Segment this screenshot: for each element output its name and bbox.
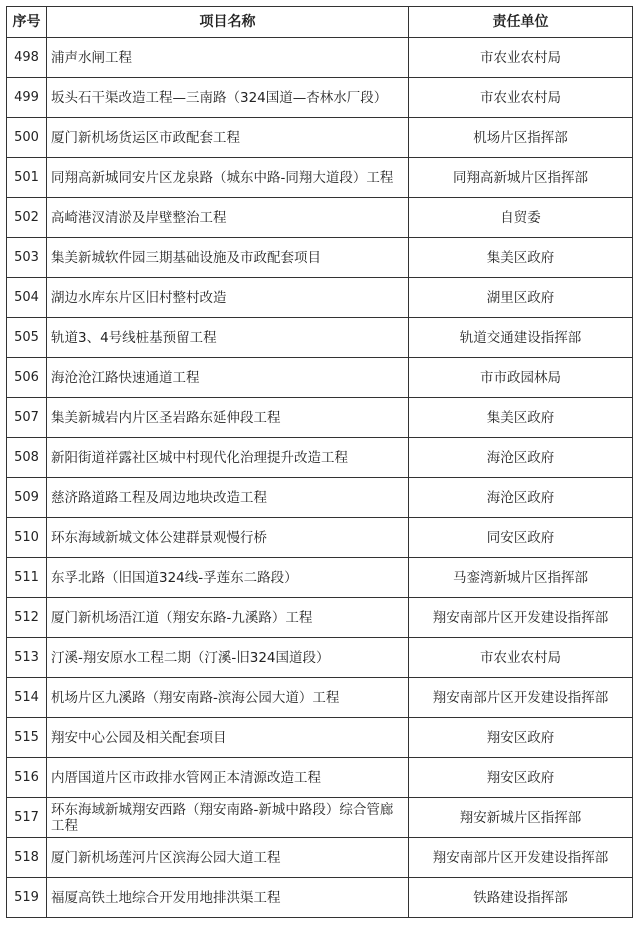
table-row bbox=[7, 718, 633, 758]
row-responsible-unit: 集美区政府 bbox=[409, 238, 633, 278]
table-row bbox=[7, 318, 633, 358]
row-responsible-unit: 铁路建设指挥部 bbox=[409, 878, 633, 918]
row-responsible-unit: 集美区政府 bbox=[409, 398, 633, 438]
project-table bbox=[6, 6, 633, 918]
row-index: 517 bbox=[7, 798, 47, 838]
table-row bbox=[7, 438, 633, 478]
project-table-container bbox=[6, 6, 632, 918]
row-responsible-unit: 自贸委 bbox=[409, 198, 633, 238]
row-responsible-unit: 同安区政府 bbox=[409, 518, 633, 558]
row-project-name: 高崎港汊清淤及岸壁整治工程 bbox=[47, 198, 409, 238]
table-row bbox=[7, 838, 633, 878]
row-project-name: 新阳街道祥露社区城中村现代化治理提升改造工程 bbox=[47, 438, 409, 478]
row-project-name: 轨道3、4号线桩基预留工程 bbox=[47, 318, 409, 358]
header-responsible-unit: 责任单位 bbox=[409, 7, 633, 38]
table-row bbox=[7, 798, 633, 838]
row-index: 511 bbox=[7, 558, 47, 598]
row-responsible-unit: 翔安南部片区开发建设指挥部 bbox=[409, 838, 633, 878]
row-project-name: 湖边水库东片区旧村整村改造 bbox=[47, 278, 409, 318]
row-responsible-unit: 马銮湾新城片区指挥部 bbox=[409, 558, 633, 598]
row-index: 506 bbox=[7, 358, 47, 398]
table-row bbox=[7, 238, 633, 278]
row-project-name: 厦门新机场货运区市政配套工程 bbox=[47, 118, 409, 158]
row-project-name: 坂头石干渠改造工程—三南路（324国道—杏林水厂段） bbox=[47, 78, 409, 118]
row-project-name: 福厦高铁土地综合开发用地排洪渠工程 bbox=[47, 878, 409, 918]
row-responsible-unit: 翔安新城片区指挥部 bbox=[409, 798, 633, 838]
table-row bbox=[7, 278, 633, 318]
table-body bbox=[7, 38, 633, 918]
row-responsible-unit: 海沧区政府 bbox=[409, 438, 633, 478]
row-project-name: 汀溪-翔安原水工程二期（汀溪-旧324国道段） bbox=[47, 638, 409, 678]
table-row bbox=[7, 518, 633, 558]
row-index: 508 bbox=[7, 438, 47, 478]
row-index: 503 bbox=[7, 238, 47, 278]
table-row bbox=[7, 38, 633, 78]
row-project-name: 同翔高新城同安片区龙泉路（城东中路-同翔大道段）工程 bbox=[47, 158, 409, 198]
row-index: 504 bbox=[7, 278, 47, 318]
row-project-name: 集美新城岩内片区圣岩路东延伸段工程 bbox=[47, 398, 409, 438]
table-row bbox=[7, 558, 633, 598]
row-index: 498 bbox=[7, 38, 47, 78]
table-row bbox=[7, 598, 633, 638]
row-responsible-unit: 市农业农村局 bbox=[409, 38, 633, 78]
row-responsible-unit: 轨道交通建设指挥部 bbox=[409, 318, 633, 358]
row-project-name: 浦声水闸工程 bbox=[47, 38, 409, 78]
row-project-name: 翔安中心公园及相关配套项目 bbox=[47, 718, 409, 758]
table-row bbox=[7, 638, 633, 678]
table-row bbox=[7, 158, 633, 198]
table-row bbox=[7, 398, 633, 438]
row-index: 510 bbox=[7, 518, 47, 558]
table-row bbox=[7, 118, 633, 158]
row-index: 513 bbox=[7, 638, 47, 678]
row-project-name: 厦门新机场浯江道（翔安东路-九溪路）工程 bbox=[47, 598, 409, 638]
row-responsible-unit: 市市政园林局 bbox=[409, 358, 633, 398]
row-responsible-unit: 翔安区政府 bbox=[409, 718, 633, 758]
table-row bbox=[7, 758, 633, 798]
row-index: 518 bbox=[7, 838, 47, 878]
row-project-name: 厦门新机场莲河片区滨海公园大道工程 bbox=[47, 838, 409, 878]
row-index: 512 bbox=[7, 598, 47, 638]
row-index: 519 bbox=[7, 878, 47, 918]
row-responsible-unit: 同翔高新城片区指挥部 bbox=[409, 158, 633, 198]
row-responsible-unit: 翔安区政府 bbox=[409, 758, 633, 798]
row-index: 516 bbox=[7, 758, 47, 798]
row-responsible-unit: 海沧区政府 bbox=[409, 478, 633, 518]
row-index: 500 bbox=[7, 118, 47, 158]
row-index: 501 bbox=[7, 158, 47, 198]
row-responsible-unit: 湖里区政府 bbox=[409, 278, 633, 318]
row-project-name: 机场片区九溪路（翔安南路-滨海公园大道）工程 bbox=[47, 678, 409, 718]
table-header bbox=[7, 7, 633, 38]
row-project-name: 东孚北路（旧国道324线-孚莲东二路段） bbox=[47, 558, 409, 598]
row-responsible-unit: 翔安南部片区开发建设指挥部 bbox=[409, 678, 633, 718]
row-index: 509 bbox=[7, 478, 47, 518]
row-project-name: 内厝国道片区市政排水管网正本清源改造工程 bbox=[47, 758, 409, 798]
row-project-name: 慈济路道路工程及周边地块改造工程 bbox=[47, 478, 409, 518]
row-index: 515 bbox=[7, 718, 47, 758]
row-index: 507 bbox=[7, 398, 47, 438]
table-row bbox=[7, 198, 633, 238]
row-project-name: 集美新城软件园三期基础设施及市政配套项目 bbox=[47, 238, 409, 278]
header-project-name: 项目名称 bbox=[47, 7, 409, 38]
row-index: 502 bbox=[7, 198, 47, 238]
table-row bbox=[7, 878, 633, 918]
row-project-name: 环东海域新城翔安西路（翔安南路-新城中路段）综合管廊工程 bbox=[47, 798, 409, 838]
row-responsible-unit: 市农业农村局 bbox=[409, 638, 633, 678]
header-row bbox=[7, 7, 633, 38]
table-row bbox=[7, 678, 633, 718]
row-responsible-unit: 翔安南部片区开发建设指挥部 bbox=[409, 598, 633, 638]
row-index: 499 bbox=[7, 78, 47, 118]
header-index: 序号 bbox=[7, 7, 47, 38]
row-responsible-unit: 机场片区指挥部 bbox=[409, 118, 633, 158]
row-project-name: 环东海域新城文体公建群景观慢行桥 bbox=[47, 518, 409, 558]
row-index: 514 bbox=[7, 678, 47, 718]
table-row bbox=[7, 358, 633, 398]
table-row bbox=[7, 78, 633, 118]
row-project-name: 海沧沧江路快速通道工程 bbox=[47, 358, 409, 398]
row-responsible-unit: 市农业农村局 bbox=[409, 78, 633, 118]
row-index: 505 bbox=[7, 318, 47, 358]
table-row bbox=[7, 478, 633, 518]
